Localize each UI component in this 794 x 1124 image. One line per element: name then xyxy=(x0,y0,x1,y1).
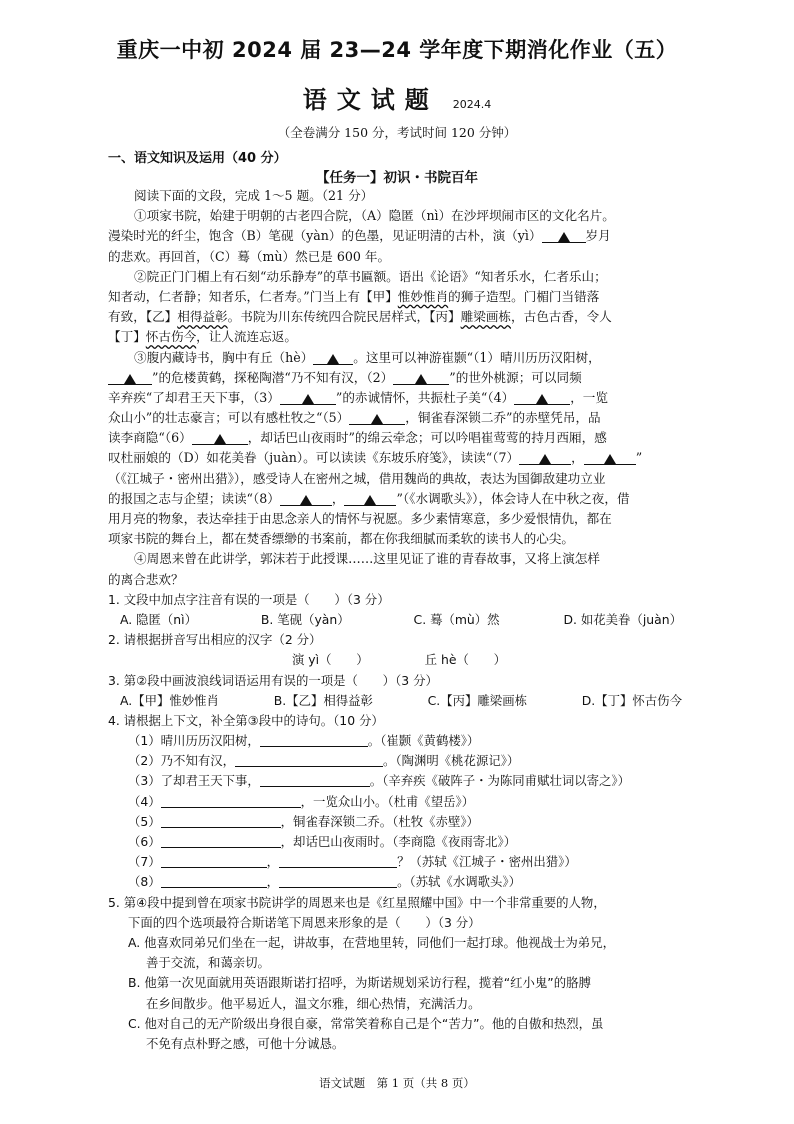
question-5-stem-line2: 下面的四个选项最符合斯诺笔下周恩来形象的是（ ）（3 分） xyxy=(128,914,481,930)
text: 。书院为川东传统四合院民居样式，【丙】 xyxy=(227,309,461,325)
poem-row-4 xyxy=(108,792,690,812)
para3-line7: （《江城子・密州出猎》），感受诗人在密州之城，借用魏尚的典故，表达为国御敌建功立业 xyxy=(108,470,606,486)
text: ”（《水调歌头》），体会诗人在中秋之夜，借 xyxy=(396,490,630,506)
option-b-line1[interactable]: B. 他第一次见面就用英语跟斯诺打招呼，为斯诺规划采访行程，揽着“红小鬼”的胳膊 xyxy=(128,975,591,991)
answer-blank[interactable] xyxy=(260,732,368,747)
answer-blank[interactable] xyxy=(161,793,301,808)
text: ，却话巴山夜雨时”的绵云牵念；可以吟唱崔莺莺的持月西厢，感 xyxy=(247,430,607,446)
triangle-marker-icon xyxy=(364,495,376,505)
para4-line2: 的离合悲欢？ xyxy=(108,571,184,587)
option-a[interactable]: A. 隐匿（nì） xyxy=(120,611,197,627)
para2-line1: ②院正门门楣上有石刻“动乐静寿”的草书匾额。语出《论语》“知者乐水，仁者乐山； xyxy=(134,268,607,284)
text: （2）乃不知有汉， xyxy=(128,753,236,769)
pinyin-item-2[interactable]: 丘 hè（ ） xyxy=(424,652,507,668)
para4-line1: ④周恩来曾在此讲学，郭沫若于此授课……这里见证了谁的青春故事，又将上演怎样 xyxy=(134,551,600,567)
option-b[interactable]: B. 笔砚（yàn） xyxy=(260,611,350,627)
intro-line: 阅读下面的文段，完成 1～5 题。（21 分） xyxy=(134,188,374,203)
triangle-marker-icon xyxy=(327,354,339,364)
pinyin-item-1[interactable]: 演 yì（ ） xyxy=(291,652,369,668)
option-c-line1[interactable]: C. 他对自己的无产阶级出身很自豪，常常笑着称自己是个“苦力”。他的自傲和热烈，虽 xyxy=(128,1015,604,1031)
text: ，一览众山小。（杜甫《望岳》） xyxy=(300,793,475,809)
poem-row-2 xyxy=(108,751,690,771)
para3-line10: 项家书院的舞台上，都在焚香缥缈的书案前，都在你我细腻而柔软的读书人的心尖。 xyxy=(108,531,574,547)
text: （7） xyxy=(128,854,161,870)
triangle-marker-icon xyxy=(124,374,136,384)
answer-blank xyxy=(542,228,586,243)
text: （8） xyxy=(128,874,161,890)
option-b-line2[interactable]: 在乡间散步。他平易近人，温文尔雅，细心热情，充满活力。 xyxy=(146,995,481,1011)
option-c[interactable]: C.【丙】雕梁画栋 xyxy=(427,692,527,708)
option-a-line1[interactable]: A. 他喜欢同弟兄们坐在一起，讲故事，在营地里转，同他们一起打球。他视战士为弟兄， xyxy=(128,934,615,950)
answer-blank[interactable] xyxy=(161,873,267,888)
answer-blank xyxy=(349,410,405,425)
text: ，一览 xyxy=(570,389,608,405)
poem-row-3 xyxy=(108,771,690,791)
text: 有致，【乙】 xyxy=(108,309,178,325)
answer-blank xyxy=(108,370,152,385)
text: （3）了却君王天下事， xyxy=(128,773,260,789)
text: 叹杜丽娘的（D）如花美眷（juàn）。可以读读《东坡乐府笺》，读读“（7） xyxy=(108,450,520,466)
question-1-options xyxy=(108,610,690,630)
answer-blank xyxy=(344,491,396,506)
text: （1）晴川历历汉阳树， xyxy=(128,733,260,749)
text: 众山小”的壮志豪言；可以有感杜牧之“（5） xyxy=(108,410,350,426)
question-4-stem: 4. 请根据上下文，补全第③段中的诗句。（10 分） xyxy=(108,712,384,728)
text: ，古色古香，令人 xyxy=(511,309,612,325)
subject-title xyxy=(0,80,794,115)
triangle-marker-icon xyxy=(214,434,226,444)
poem-row-1 xyxy=(108,731,690,751)
poem-row-8 xyxy=(108,872,690,892)
para2-line3 xyxy=(108,307,690,327)
para3-line8: 的报国之志与企望；读读“（8） ， ”（《水调歌头》），体会诗人在中秋之夜，借 xyxy=(108,490,630,506)
answer-blank xyxy=(192,430,248,445)
answer-blank[interactable] xyxy=(235,752,383,767)
answer-blank xyxy=(519,450,571,465)
triangle-marker-icon xyxy=(558,232,570,242)
para3-line2 xyxy=(108,368,690,388)
para3-line9: 用月亮的物象，表达牵挂于由思念亲人的情怀与祝愿。多少素情寒意，多少爱恨情仇，都在 xyxy=(108,511,612,526)
page-footer: 语文试题 第 1 页（共 8 页） xyxy=(319,1076,475,1090)
answer-blank[interactable] xyxy=(161,813,281,828)
text: ， xyxy=(266,874,280,890)
answer-blank xyxy=(280,390,336,405)
question-1-stem: 1. 文段中加点字注音有误的一项是（ ）（3 分） xyxy=(108,591,390,607)
text: ，铜雀春深锁二乔。（杜牧《赤壁》） xyxy=(280,813,479,829)
text: ，铜雀春深锁二乔”的赤壁凭吊，品 xyxy=(405,410,601,426)
option-c[interactable]: C. 蓦（mù）然 xyxy=(413,611,500,627)
text: ，却话巴山夜雨时。（李商隐《夜雨寄北》） xyxy=(280,834,517,849)
text: 的报国之志与企望；读读“（8） xyxy=(108,490,280,506)
text: ”的赤诚情怀，共振杜子美“（4） xyxy=(335,389,515,405)
triangle-marker-icon xyxy=(302,394,314,404)
answer-blank[interactable] xyxy=(279,853,397,868)
para3-line5 xyxy=(108,428,690,448)
poem-row-7 xyxy=(108,852,690,872)
para3-line6: 叹杜丽娘的（D）如花美眷（juàn）。可以读读《东坡乐府笺》，读读“（7） ， ” xyxy=(108,450,643,466)
para3-line3 xyxy=(108,388,690,408)
para1-line3: 的悲欢。再回首，（C）蓦（mù）然已是 600 年。 xyxy=(108,248,391,264)
text: 。（陶渊明《桃花源记》） xyxy=(383,753,520,769)
answer-blank xyxy=(393,370,449,385)
para1-line2 xyxy=(108,226,690,246)
wavy-underlined-word: 雕梁画栋 xyxy=(460,309,511,325)
poem-row-5 xyxy=(108,812,690,832)
answer-blank xyxy=(280,491,332,506)
answer-blank[interactable] xyxy=(161,833,281,848)
text: ”的危楼黄鹤，探秘陶潜“乃不知有汉，（2） xyxy=(152,369,394,385)
para1-line1: ①项家书院，始建于明朝的古老四合院，（A）隐匿（nì）在沙坪坝闹市区的文化名片。 xyxy=(134,208,615,224)
section-heading: 一、语文知识及运用（40 分） xyxy=(108,151,287,166)
text: ”的世外桃源；可以同频 xyxy=(449,369,582,385)
poem-row-6 xyxy=(108,832,690,852)
para3-line1 xyxy=(108,348,690,368)
question-3-stem: 3. 第②段中画波浪线词语运用有误的一项是（ ）（3 分） xyxy=(108,672,438,688)
text: ” xyxy=(635,450,643,466)
para2-line4 xyxy=(108,327,690,347)
option-d[interactable]: D.【丁】怀古伤今 xyxy=(581,692,682,708)
task-heading: 【任务一】初识・书院百年 xyxy=(316,170,478,186)
text: （4） xyxy=(128,793,161,809)
text: ？（苏轼《江城子・密州出猎》） xyxy=(397,854,577,870)
answer-blank xyxy=(313,350,353,365)
text: 。（崔颢《黄鹤楼》） xyxy=(367,733,480,749)
text: ③腹内藏诗书，胸中有丘（hè） xyxy=(134,349,314,365)
para2-line2 xyxy=(108,287,690,307)
triangle-marker-icon xyxy=(415,374,427,384)
text: 。（辛弃疾《破阵子・为陈同甫赋壮词以寄之》） xyxy=(369,773,630,789)
question-2-items xyxy=(108,650,690,670)
triangle-marker-icon xyxy=(536,394,548,404)
text: 知者动，仁者静；知者乐，仁者寿。”门当上有【甲】 xyxy=(108,288,398,304)
text: 读李商隐“（6） xyxy=(108,430,192,446)
text: （6） xyxy=(128,834,161,849)
option-d[interactable]: D. 如花美眷（juàn） xyxy=(563,611,682,627)
text: 辛弃疾“了却君王天下事，（3） xyxy=(108,389,280,405)
text: （5） xyxy=(128,813,161,829)
text: 。这里可以神游崔颢“（1）晴川历历汉阳树， xyxy=(353,349,601,365)
question-2-stem: 2. 请根据拼音写出相应的汉字（2 分） xyxy=(108,632,322,648)
text: ，让人流连忘返。 xyxy=(196,329,297,345)
option-a-line2[interactable]: 善于交流，和蔼亲切。 xyxy=(146,955,270,971)
text: 。（苏轼《水调歌头》） xyxy=(397,874,521,890)
text: 的狮子造型。门楣门当错落 xyxy=(448,288,600,304)
option-c-line2[interactable]: 不免有点朴野之感，可他十分诚恳。 xyxy=(146,1035,345,1051)
subject-name: 语文试题 xyxy=(302,86,439,114)
text: 漫染时光的纤尘，饱含（B）笔砚（yàn）的色墨，见证明清的古朴，演（yì） xyxy=(108,228,542,244)
triangle-marker-icon xyxy=(300,495,312,505)
answer-blank[interactable] xyxy=(161,853,267,868)
para3-line4 xyxy=(108,408,690,428)
text: 岁月 xyxy=(585,228,611,244)
answer-blank xyxy=(514,390,570,405)
wavy-underlined-word: 惟妙惟肖 xyxy=(397,288,449,304)
wavy-underlined-word: 怀古伤今 xyxy=(145,329,197,345)
answer-blank[interactable] xyxy=(260,772,370,787)
exam-date: 2024.4 xyxy=(452,98,492,111)
triangle-marker-icon xyxy=(371,414,383,424)
option-b[interactable]: B.【乙】相得益彰 xyxy=(273,692,373,708)
exam-body xyxy=(108,186,690,1054)
wavy-underlined-word: 相得益彰 xyxy=(177,309,228,325)
text: 【丁】 xyxy=(108,329,146,345)
exam-title: 重庆一中初 2024 届 23—24 学年度下期消化作业（五） xyxy=(116,38,678,62)
question-5-stem-line1: 5. 第④段中提到曾在项家书院讲学的周恩来也是《红星照耀中国》中一个非常重要的人物， xyxy=(108,894,606,910)
triangle-marker-icon xyxy=(539,454,551,464)
triangle-marker-icon xyxy=(604,454,616,464)
question-3-options xyxy=(108,691,690,711)
answer-blank[interactable] xyxy=(279,873,397,888)
option-a[interactable]: A.【甲】惟妙惟肖 xyxy=(120,692,219,708)
exam-note: （全卷满分 150 分，考试时间 120 分钟） xyxy=(277,125,517,140)
text: ， xyxy=(266,854,280,870)
answer-blank xyxy=(584,450,636,465)
